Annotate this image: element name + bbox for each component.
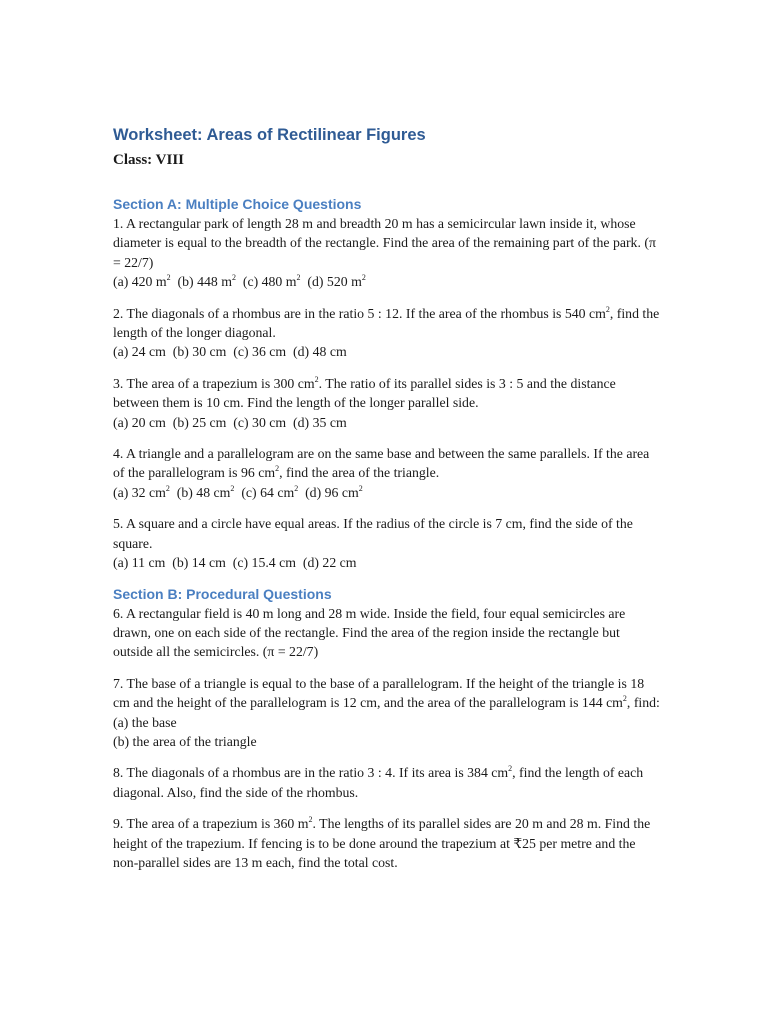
question-7 <box>113 674 661 752</box>
question-part-a: (a) the base <box>113 714 177 730</box>
question-stem: 4. A triangle and a parallelogram are on the same base and between the same parallels. If the area of the parallelogram is 96 $cm^2$, find the area of the triangle. <box>113 446 650 481</box>
question-part-b: (b) the area of the triangle <box>113 733 257 749</box>
question-stem: 1. A rectangular park of length 28 m and breadth 20 m has a semicircular lawn inside it, whose diameter is equal to the breadth of the rectangle. Find the area of the remaining part of the park. (π = 22/7) <box>113 216 656 270</box>
question-stem: 3. The area of a trapezium is 300 $cm^2$. The ratio of its parallel sides is 3 : 5 and the distance between them is 10 cm. Find the length of the longer parallel side. <box>113 374 616 411</box>
question-1 <box>113 214 661 292</box>
question-9 <box>113 814 661 872</box>
question-stem: 9. The area of a trapezium is 360 $m^2$. The lengths of its parallel sides are 20 m and 28 m. Find the height of the trapezium. If fencing is to be done around the trapezium at ₹25 per metre and the non-parallel sides are 13 m each, find the total cost. <box>113 815 651 870</box>
question-3 <box>113 374 661 432</box>
question-options: (a) 24 cm (b) 30 cm (c) 36 cm (d) 48 cm <box>113 344 347 360</box>
question-4 <box>113 444 661 502</box>
question-options: (a) 20 cm (b) 25 cm (c) 30 cm (d) 35 cm <box>113 414 347 430</box>
question-stem: 8. The diagonals of a rhombus are in the ratio 3 : 4. If its area is 384 $cm^2$, find the length of each diagonal. Also, find the side of the rhombus. <box>113 764 644 800</box>
question-stem: 6. A rectangular field is 40 m long and 28 m wide. Inside the field, four equal semicircles are drawn, one on each side of the rectangle. Find the area of the region inside the rectangle but outside all the semicircles. (π = 22/7) <box>113 605 626 660</box>
question-stem: 2. The diagonals of a rhombus are in the ratio 5 : 12. If the area of the rhombus is 540 $cm^2$, find the length of the longer diagonal. <box>113 304 660 341</box>
question-5 <box>113 514 661 572</box>
question-stem: 5. A square and a circle have equal areas. If the radius of the circle is 7 cm, find the side of the square. <box>113 516 633 551</box>
section-b-heading: Section B: Procedural Questions <box>113 585 332 602</box>
question-6 <box>113 604 661 662</box>
class-label: Class: VIII <box>113 152 184 168</box>
question-8 <box>113 763 661 802</box>
question-options: (a) 420 $m^2$ (b) 448 $m^2$ (c) 480 $m^2$ (d) 520 $m^2$ <box>113 273 366 290</box>
question-options: (a) 32 $cm^2$ (b) 48 $cm^2$ (c) 64 $cm^2$ (d) 96 $cm^2$ <box>113 483 363 500</box>
question-options: (a) 11 cm (b) 14 cm (c) 15.4 cm (d) 22 cm <box>113 555 357 571</box>
worksheet-page <box>113 124 661 884</box>
section-a-heading: Section A: Multiple Choice Questions <box>113 196 362 212</box>
question-2 <box>113 304 661 362</box>
worksheet-title: Worksheet: Areas of Rectilinear Figures <box>113 126 426 144</box>
question-stem: 7. The base of a triangle is equal to the base of a parallelogram. If the height of the triangle is 18 cm and the height of the parallelogram is 12 cm, and the area of the parallelogram is 144 $cm^2$, find: <box>113 675 660 711</box>
